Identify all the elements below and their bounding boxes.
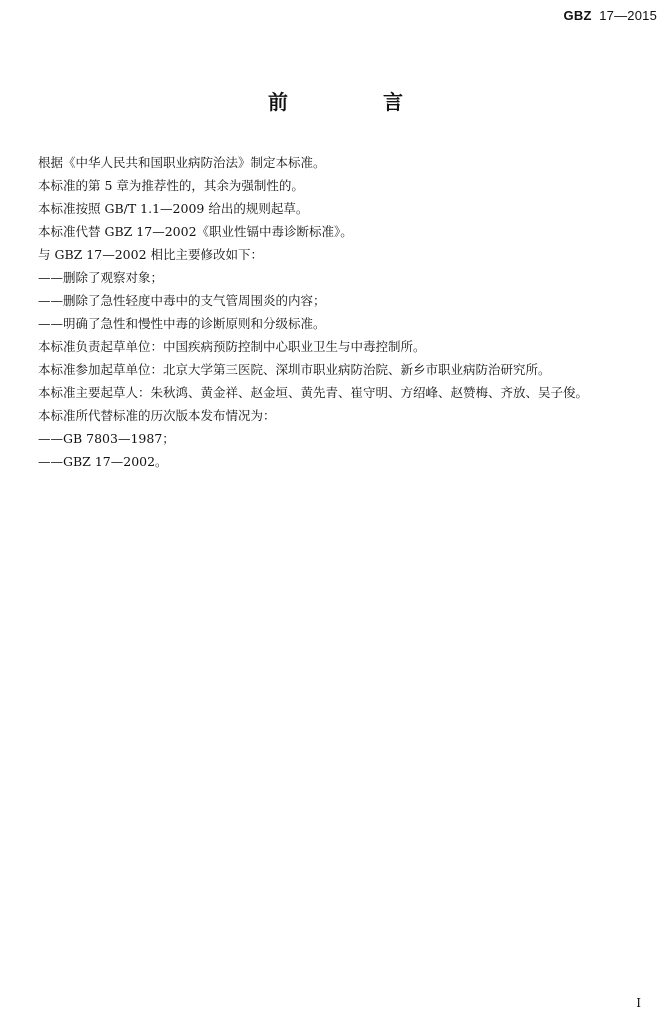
list-item-change: ——删除了观察对象； (38, 270, 164, 285)
page-title: 前 言 (268, 90, 447, 114)
paragraph-replaces: 本标准代替 GBZ 17—2002《职业性镉中毒诊断标准》。 (38, 224, 353, 239)
list-item-edition: ——GB 7803—1987； (38, 431, 175, 446)
foreword-body (38, 151, 663, 473)
paragraph-main-drafters: 本标准主要起草人：朱秋鸿、黄金祥、赵金垣、黄先青、崔守明、方绍峰、赵赞梅、齐放、吴子俊。 (38, 385, 589, 400)
list-item-edition: ——GBZ 17—2002。 (38, 454, 168, 469)
standard-code-header (564, 8, 657, 23)
standard-prefix: GBZ (563, 8, 592, 23)
list-item-change: ——删除了急性轻度中毒中的支气管周围炎的内容； (38, 293, 326, 308)
paragraph-responsible-unit: 本标准负责起草单位：中国疾病预防控制中心职业卫生与中毒控制所。 (38, 339, 426, 354)
paragraph-legal-basis: 根据《中华人民共和国职业病防治法》制定本标准。 (38, 155, 326, 170)
paragraph-previous-editions: 本标准所代替标准的历次版本发布情况为： (38, 408, 276, 423)
page-number: I (636, 996, 641, 1010)
paragraph-chapter-status: 本标准的第 5 章为推荐性的，其余为强制性的。 (38, 178, 304, 193)
standard-number: 17—2015 (599, 8, 657, 23)
paragraph-participating-units: 本标准参加起草单位：北京大学第三医院、深圳市职业病防治院、新乡市职业病防治研究所。 (38, 362, 551, 377)
paragraph-drafting-rules: 本标准按照 GB/T 1.1—2009 给出的规则起草。 (38, 201, 309, 216)
list-item-change: ——明确了急性和慢性中毒的诊断原则和分级标准。 (38, 316, 326, 331)
paragraph-changes-intro: 与 GBZ 17—2002 相比主要修改如下： (38, 247, 263, 262)
